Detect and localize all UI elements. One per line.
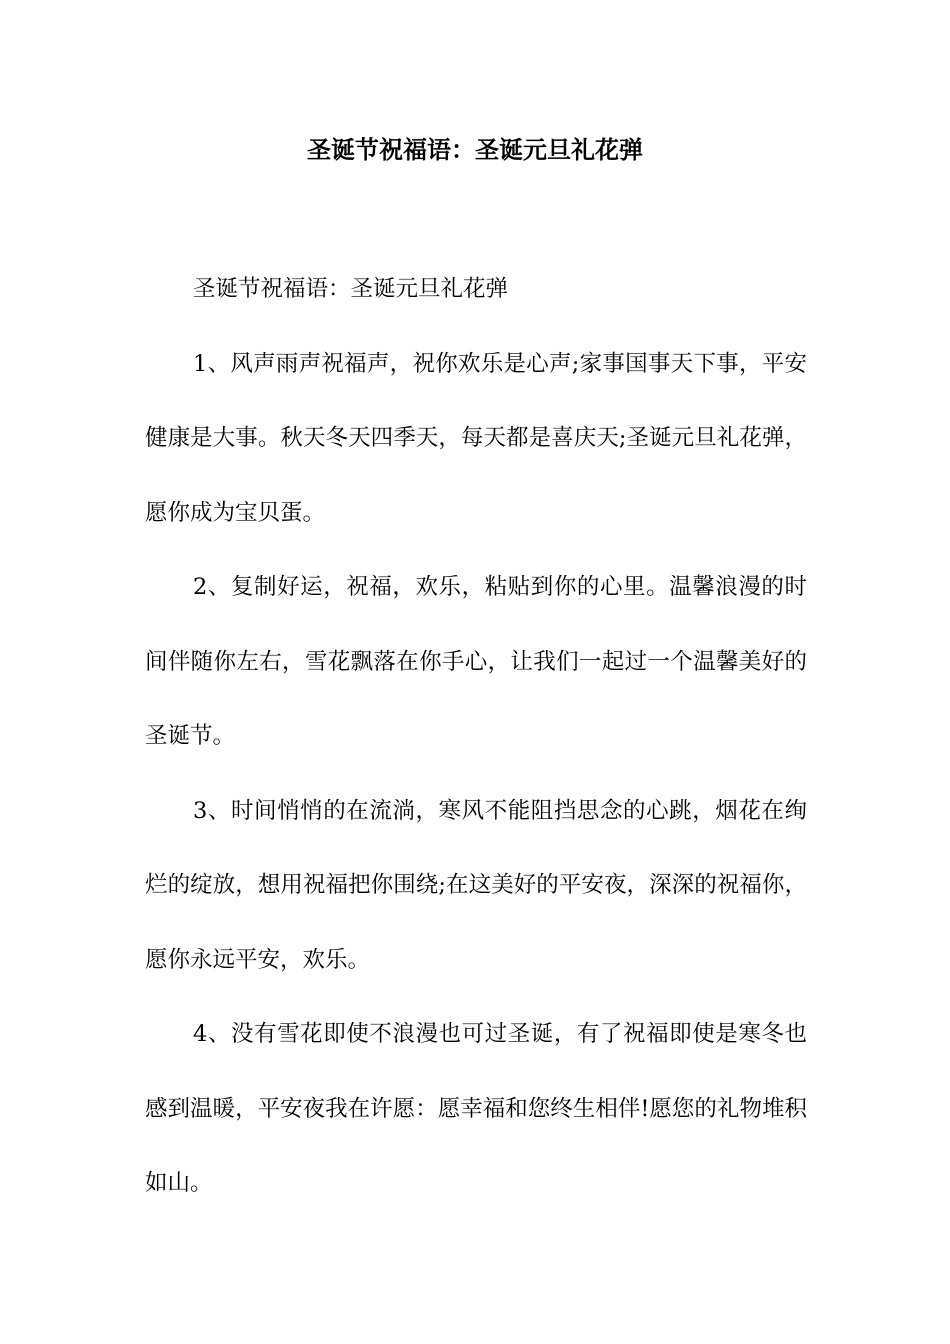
paragraph-3: 3、时间悄悄的在流淌，寒风不能阻挡思念的心跳，烟花在绚烂的绽放，想用祝福把你围绕;在这美好的平安夜，深深的祝福你，愿你永远平安，欢乐。 xyxy=(145,797,807,973)
page-title: 圣诞节祝福语：圣诞元旦礼花弹 xyxy=(307,135,643,164)
paragraph-1: 1、风声雨声祝福声，祝你欢乐是心声;家事国事天下事，平安健康是大事。秋天冬天四季天，每天都是喜庆天;圣诞元旦礼花弹，愿你成为宝贝蛋。 xyxy=(145,350,807,526)
intro-heading: 圣诞节祝福语：圣诞元旦礼花弹 xyxy=(193,276,509,302)
document-body xyxy=(145,252,807,1221)
paragraph-4: 4、没有雪花即使不浪漫也可过圣诞，有了祝福即使是寒冬也感到温暖，平安夜我在许愿：愿幸福和您终生相伴!愿您的礼物堆积如山。 xyxy=(145,1021,807,1196)
paragraph-2: 2、复制好运，祝福，欢乐，粘贴到你的心里。温馨浪漫的时间伴随你左右，雪花飘落在你手心，让我们一起过一个温馨美好的圣诞节。 xyxy=(145,574,807,749)
